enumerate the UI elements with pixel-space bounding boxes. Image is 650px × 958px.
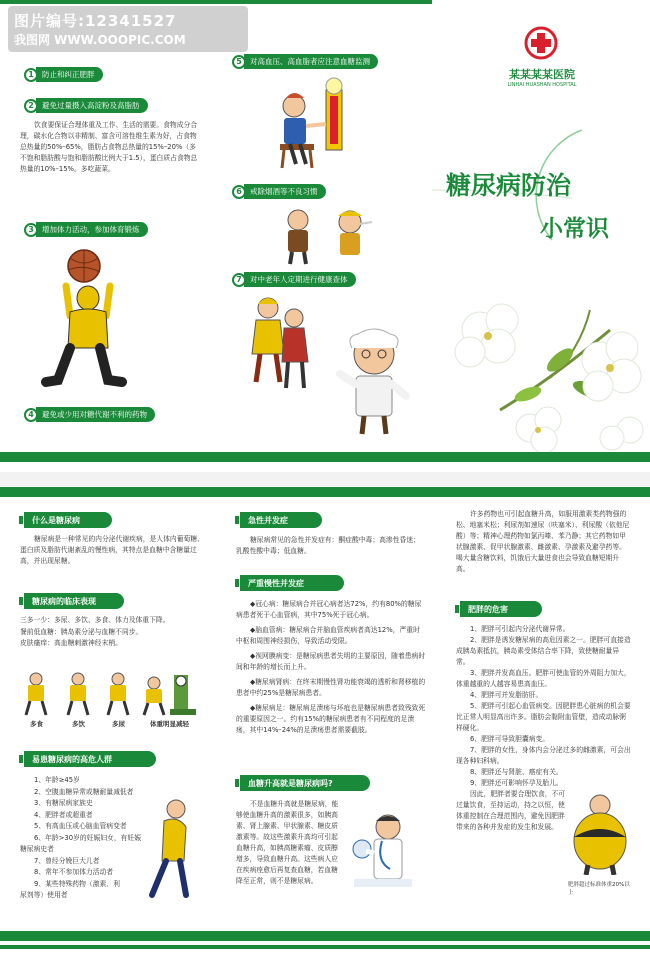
obese-man-illustration [564,791,634,875]
watermark-line1: 图片编号:12341527 [14,12,177,30]
complication-heart: ◆冠心病：糖尿病合并冠心病者达72%，约有80%的糖尿病患者死于心血管病，其中75%死于冠心病。 [236,600,422,619]
inside-top-green-band [0,487,650,497]
watermark-line2: 我图网 WWW.OOOPIC.COM [14,33,186,47]
complication-kidney: ◆糖尿病肾病：在终末期慢性肾功能衰竭的透析和肾移植的患者中约25%是糖尿病患者。 [236,678,426,697]
hospital-name: 某某某某医院 [509,68,575,81]
item-3-number: 3 [24,223,38,237]
clinical-sign-2: 餐前低血糖：胰岛素分泌与血糖不同步。 [20,627,143,636]
acute-complications-text: 糖尿病常见的急性并发症有：酮症酸中毒；高渗性昏迷；乳酸性酸中毒；低血糖。 [236,536,420,555]
high-risk-groups-title: 易患糖尿病的高危人群 [24,751,156,767]
caption-eat-more: 多食 [30,720,43,728]
item-6-header [232,184,326,199]
acute-complications-title: 急性并发症 [240,512,322,528]
hospital-name-en: LINHAI HUASHAN HOSPITAL [507,82,577,88]
risk-6: 6、年龄>30岁的妊娠妇女，有妊娠 [34,833,142,842]
obesity-harm-7: 7、肥胖的女性，身体内会分泌过多的雌激素，可会出现各种妇科病。 [456,746,631,765]
obesity-harm-2: 2、肥胖是诱发糖尿病的高危因素之一。肥胖可直接造成胰岛素抵抗，胰岛素受体结合率下降，致使糖耐量异常。 [456,636,631,666]
what-is-diabetes-title: 什么是糖尿病 [24,512,112,528]
item-4-number: 4 [24,408,38,422]
smokers-illustration [276,206,376,266]
risk-5: 5、有高血压或心脑血管病变者 [34,822,127,830]
chronic-complications-list [236,599,426,736]
item-2-text: 饮食要保证合理体重及工作、生活的需要。食物成分合理，碳水化合物以非精制、富含可溶性维生素为好，占食物总热量的50%–65%，脂肪占食物总热量的15%–20%（多不饱和脂肪酸与饱和脂肪酸比例大于1.5），蛋白质占食物总热量的10%–15%。多吃蔬菜。 [20,121,198,173]
item-2-header [24,98,148,113]
risk-6-cont: 糖尿病史者 [20,845,54,853]
obesity-harm-title: 肥胖的危害 [460,601,542,617]
clinical-signs-list [20,615,206,650]
clinical-signs-title: 糖尿病的临床表现 [24,593,124,609]
risk-8: 8、常年不参加体力活动者 [34,868,114,876]
cover-title-line1: 糖尿病防治 [446,171,572,200]
white-flowers-image [440,290,650,452]
obesity-harm-6: 6、肥胖可导致胆囊病变。 [470,735,550,743]
item-3-header [24,222,148,237]
item-7-header [232,272,356,287]
hospital-cross-logo [524,26,558,60]
clinical-sign-3: 皮肤瘙痒：高血糖刺激神经末梢。 [20,639,122,647]
risk-7: 7、曾经分娩巨大儿者 [34,856,100,865]
old-doctor-illustration [334,326,414,438]
stooped-man-illustration [142,797,202,901]
chronic-complications-title: 严重慢性并发症 [240,575,344,591]
drug-induced-hyperglycemia-text: 许多药物也可引起血糖升高，如服用激素类药物强的松、地塞米松；利尿剂如速尿（呋塞米）、利尿酸（依他尼酸）等；精神心理药物如氯丙嗪、苯乃静；其它药物如甲状腺激素、促甲状腺激素、雌激素、孕激素及避孕药等。喝大量含糖饮料，饥饿后大量进食也会导致血糖短期升高。 [456,510,630,573]
doctor-stethoscope-illustration [346,809,416,893]
item-4-header [24,407,155,422]
obesity-harm-4: 4、肥胖可并发脂肪肝。 [470,691,543,699]
risk-4: 4、肥胖者或超重者 [34,810,93,819]
risk-9-cont: 尿剂等）使用者 [20,891,68,899]
obesity-conclusion: 因此，肥胖者要合理饮食，不可过量饮食，至持运动，持之以恒，使体重控制在合理范围内，避免因肥胖带来的各种并发症的发生和发展。 [456,790,566,831]
caption-drink-more: 多饮 [72,720,85,728]
high-sugar-question-title: 血糖升高就是糖尿病吗? [240,775,370,791]
item-5-header [232,54,378,69]
inside-bottom-thin-band [0,945,650,949]
cover-title-line2: 小常识 [540,215,609,242]
item-1-title: 防止和纠正肥胖 [36,67,103,82]
obesity-harm-9: 9、肥胖还可影响怀孕及胎儿。 [470,779,563,787]
item-2-number: 2 [24,99,38,113]
top-bottom-green-band [0,452,650,462]
item-5-title: 对高血压、高血脂者应注意血糖监测 [244,54,378,69]
item-2-title: 避免过量摄入高淀粉及高脂肪 [36,98,148,113]
complication-brain: ◆脑血管病：糖尿病合并脑血管疾病者高达12%，严重时中枢和周围神经损伤，导致活动受限。 [236,626,420,645]
obesity-harm-5: 5、肥胖可引起心血管病变。因肥胖患心脏病的机会要比正常人明显高出许多。脂肪会黏附血管壁，造成动脉粥样硬化。 [456,702,631,732]
symptoms-illustrations [22,671,206,717]
complication-retina: ◆视网膜病变：是糖尿病患者失明的主要原因，随着患病时间和年龄的增长而上升。 [236,652,426,671]
high-sugar-question-text: 不是血糖升高就是糖尿病，能够使血糖升高的激素很多，如胰高素、肾上腺素、甲状腺素、糖皮质激素等。故这些激素升高均可引起血糖升高，如胰高糖素瘤、皮质醇增多，导致血糖升高。这些病人应在疾病痊愈后再复查血糖，若血糖降至正常，则不是糖尿病。 [236,800,339,885]
item-6-number: 6 [232,185,246,199]
obesity-figure-caption: 肥胖超过标准体重20%以上 [568,882,630,896]
complication-foot: ◆糖尿病足：糖尿病足溃疡与坏疽也是糖尿病患者致残致死的重要原因之一。约有15%的糖尿病患者有不同程度的足溃疡，其中14%–24%的足溃疡患者需要截肢。 [236,704,426,734]
item-1-header [24,67,103,82]
item-7-title: 对中老年人定期进行健康查体 [244,272,356,287]
item-6-title: 戒除烟酒等不良习惯 [244,184,326,199]
item-4-title: 避免或少用对糖代谢不利的药物 [36,407,155,422]
item-7-number: 7 [232,273,246,287]
obesity-harm-8: 8、肥胖还与肾脏、癌症有关。 [470,768,563,776]
what-is-diabetes-text: 糖尿病是一种常见的内分泌代谢疾病，是人体内葡萄糖、蛋白质及脂肪代谢紊乱的慢性病，其特点是血糖中含糖量过高，并出现尿糖。 [20,535,204,565]
risk-2: 2、空腹血糖异常或糖耐量减低者 [34,787,134,796]
clinical-sign-1: 三多一少：多尿、多饮、多食、体力及体重下降。 [20,616,170,624]
brochure-inside [0,479,650,958]
basketball-player-illustration [40,246,130,396]
item-5-number: 5 [232,55,246,69]
item-1-number: 1 [24,68,38,82]
obesity-harm-3: 3、肥胖并发高血压。肥胖可使血管的外周阻力加大，体重越重的人越容易患高血压。 [456,669,631,688]
caption-weight-loss: 体重明显减轻 [150,720,189,728]
inside-bottom-green-band [0,931,650,941]
elderly-couple-illustration [238,292,318,392]
risk-9: 9、某些特殊药物（激素、利 [34,879,120,888]
item-3-title: 增加体力活动，参加体育锻炼 [36,222,148,237]
risk-3: 3、有糖尿病家族史 [34,799,93,807]
obesity-harm-1: 1、肥胖可引起内分泌代谢异常。 [470,625,570,633]
caption-urinate-more: 多尿 [112,720,125,728]
risk-1: 1、年龄≥45岁 [34,776,80,784]
doctor-measuring-illustration [272,76,362,172]
